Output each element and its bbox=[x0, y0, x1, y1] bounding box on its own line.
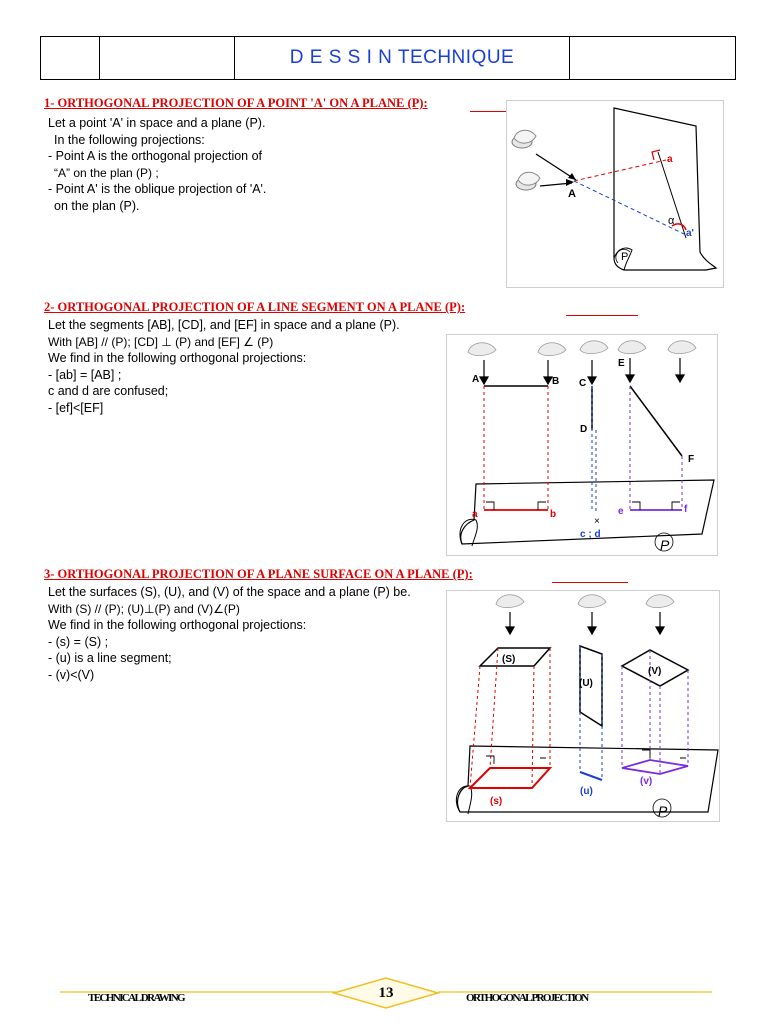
section-2-title: 2- ORTHOGONAL PROJECTION OF A LINE SEGMENT ON A PLANE (P): bbox=[44, 300, 466, 314]
label-A: A bbox=[568, 188, 576, 200]
label-s: (s) bbox=[490, 796, 503, 807]
s3-line: - (u) is a line segment; bbox=[48, 651, 172, 665]
section-2-rule bbox=[566, 315, 638, 316]
s1-line: - Point A is the orthogonal projection of bbox=[48, 149, 263, 163]
label-cd: c ; d bbox=[580, 529, 601, 540]
label-P: P bbox=[660, 537, 670, 553]
header-cell-1 bbox=[41, 37, 100, 79]
section-3-title: 3- ORTHOGONAL PROJECTION OF A PLANE SURFACE ON A PLANE (P): bbox=[44, 567, 473, 581]
label-a-prime: a' bbox=[686, 228, 694, 239]
document-title: D E S S I N TECHNIQUE bbox=[235, 37, 570, 79]
label-C: C bbox=[579, 378, 587, 389]
section-2-text bbox=[48, 317, 400, 416]
label-U: (U) bbox=[579, 678, 593, 689]
figure-segment-projection bbox=[446, 334, 718, 556]
label-B: B bbox=[552, 376, 560, 387]
label-b: b bbox=[550, 509, 557, 520]
s3-line: We find in the following orthogonal projections: bbox=[48, 618, 307, 632]
label-alpha: α bbox=[668, 215, 675, 227]
label-E: E bbox=[618, 358, 625, 369]
label-v: (v) bbox=[640, 776, 653, 787]
label-e: e bbox=[618, 506, 624, 517]
s3-line: - (v)<(V) bbox=[48, 667, 95, 682]
header-table bbox=[40, 36, 736, 80]
label-V: (V) bbox=[648, 666, 662, 677]
label-A: A bbox=[472, 374, 480, 385]
label-D: D bbox=[580, 424, 588, 435]
s1-line: on the plan (P). bbox=[54, 198, 140, 213]
footer-right-text: ORTHOGONAL PROJECTION bbox=[466, 992, 588, 1004]
section-1-title: 1- ORTHOGONAL PROJECTION OF A POINT 'A' ON A PLANE (P): bbox=[44, 96, 428, 110]
s1-line: “A” on the plan (P) ; bbox=[54, 165, 159, 180]
svg-text:×: × bbox=[594, 516, 600, 527]
label-f: f bbox=[684, 504, 688, 515]
s2-line: - [ef]<[EF] bbox=[48, 400, 104, 415]
s1-line: Let a point 'A' in space and a plane (P). bbox=[48, 116, 266, 130]
label-a: a bbox=[472, 509, 478, 520]
s2-line: We find in the following orthogonal projections: bbox=[48, 351, 307, 365]
label-F: F bbox=[688, 454, 695, 465]
s3-line: Let the surfaces (S), (U), and (V) of the space and a plane (P) be. bbox=[48, 585, 411, 599]
page-number: 13 bbox=[378, 985, 394, 1001]
s2-line: c and d are confused; bbox=[48, 384, 169, 398]
label-S: (S) bbox=[502, 654, 516, 665]
section-3-text bbox=[48, 584, 411, 683]
s2-line: With [AB] // (P); [CD] ⊥ (P) and [EF] ∠ (P) bbox=[48, 334, 274, 349]
label-P: P bbox=[621, 251, 629, 263]
figure-surface-projection bbox=[446, 590, 720, 822]
s2-line: - [ab] = [AB] ; bbox=[48, 367, 122, 382]
page-number-badge bbox=[334, 978, 438, 1008]
header-cell-4 bbox=[570, 37, 735, 79]
s1-line: - Point A' is the oblique projection of 'A'. bbox=[48, 182, 267, 196]
section-1-text bbox=[48, 115, 266, 214]
header-cell-2 bbox=[100, 37, 235, 79]
label-a: a bbox=[667, 154, 673, 165]
label-P: P bbox=[658, 803, 668, 819]
footer-left-text: TECHNICAL DRAWING bbox=[88, 992, 184, 1004]
s2-line: Let the segments [AB], [CD], and [EF] in space and a plane (P). bbox=[48, 318, 400, 332]
s3-line: - (s) = (S) ; bbox=[48, 634, 109, 649]
s1-line: In the following projections: bbox=[54, 132, 205, 147]
figure-point-projection bbox=[506, 100, 724, 288]
section-3-rule bbox=[552, 582, 628, 583]
label-u: (u) bbox=[580, 786, 593, 797]
s3-line: With (S) // (P); (U)⊥(P) and (V)∠(P) bbox=[48, 601, 240, 616]
